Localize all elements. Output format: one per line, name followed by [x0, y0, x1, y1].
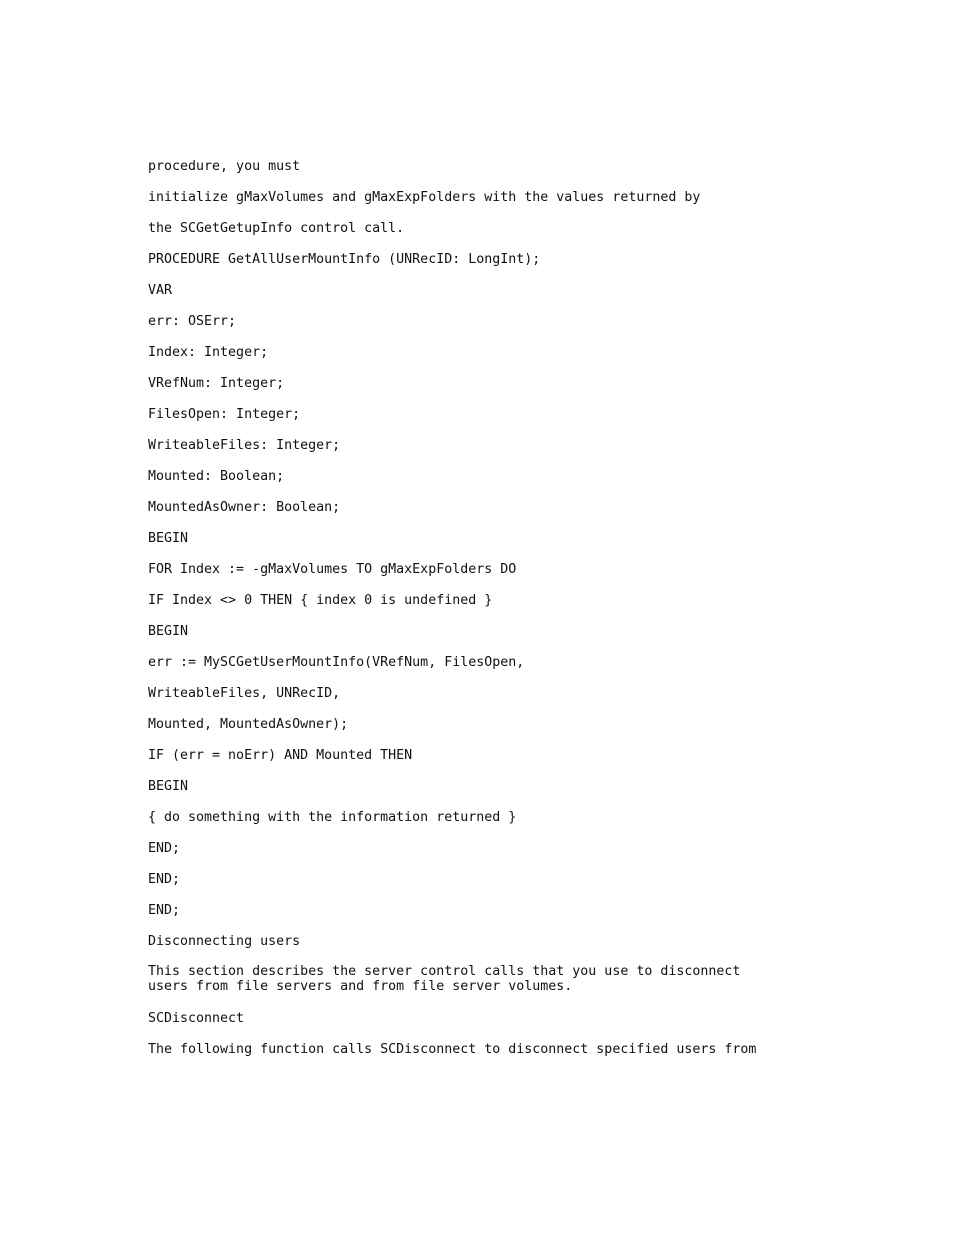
code-line: WriteableFiles, UNRecID,: [148, 686, 341, 701]
code-line: END;: [148, 903, 181, 918]
document-page: [148, 158, 848, 1072]
text-line: the SCGetGetupInfo control call.: [148, 221, 405, 236]
code-line: err := MySCGetUserMountInfo(VRefNum, FilesOpen,: [148, 655, 525, 670]
code-line: MountedAsOwner: Boolean;: [148, 500, 341, 515]
section-heading: Disconnecting users: [148, 934, 301, 949]
code-line: END;: [148, 872, 181, 887]
code-line: PROCEDURE GetAllUserMountInfo (UNRecID: LongInt);: [148, 252, 541, 267]
section-paragraph: [148, 964, 848, 994]
paragraph-line: users from file servers and from file server volumes.: [148, 979, 573, 994]
code-line: END;: [148, 841, 181, 856]
code-line: FilesOpen: Integer;: [148, 407, 301, 422]
code-line: BEGIN: [148, 624, 189, 639]
code-line: VRefNum: Integer;: [148, 376, 285, 391]
code-line: err: OSErr;: [148, 314, 237, 329]
code-line: FOR Index := -gMaxVolumes TO gMaxExpFolders DO: [148, 562, 517, 577]
code-line: Mounted: Boolean;: [148, 469, 285, 484]
code-line: Index: Integer;: [148, 345, 269, 360]
code-line: VAR: [148, 283, 173, 298]
code-line: BEGIN: [148, 779, 189, 794]
text-line: initialize gMaxVolumes and gMaxExpFolders with the values returned by: [148, 190, 701, 205]
code-line: Mounted, MountedAsOwner);: [148, 717, 349, 732]
paragraph-line: This section describes the server control calls that you use to disconnect: [148, 964, 741, 979]
code-line: WriteableFiles: Integer;: [148, 438, 341, 453]
code-line: IF (err = noErr) AND Mounted THEN: [148, 748, 413, 763]
code-line: { do something with the information returned }: [148, 810, 517, 825]
text-line: The following function calls SCDisconnect to disconnect specified users from: [148, 1042, 757, 1057]
code-line: IF Index <> 0 THEN { index 0 is undefined }: [148, 593, 493, 608]
code-line: BEGIN: [148, 531, 189, 546]
text-line: procedure, you must: [148, 159, 301, 174]
subheading: SCDisconnect: [148, 1011, 245, 1026]
